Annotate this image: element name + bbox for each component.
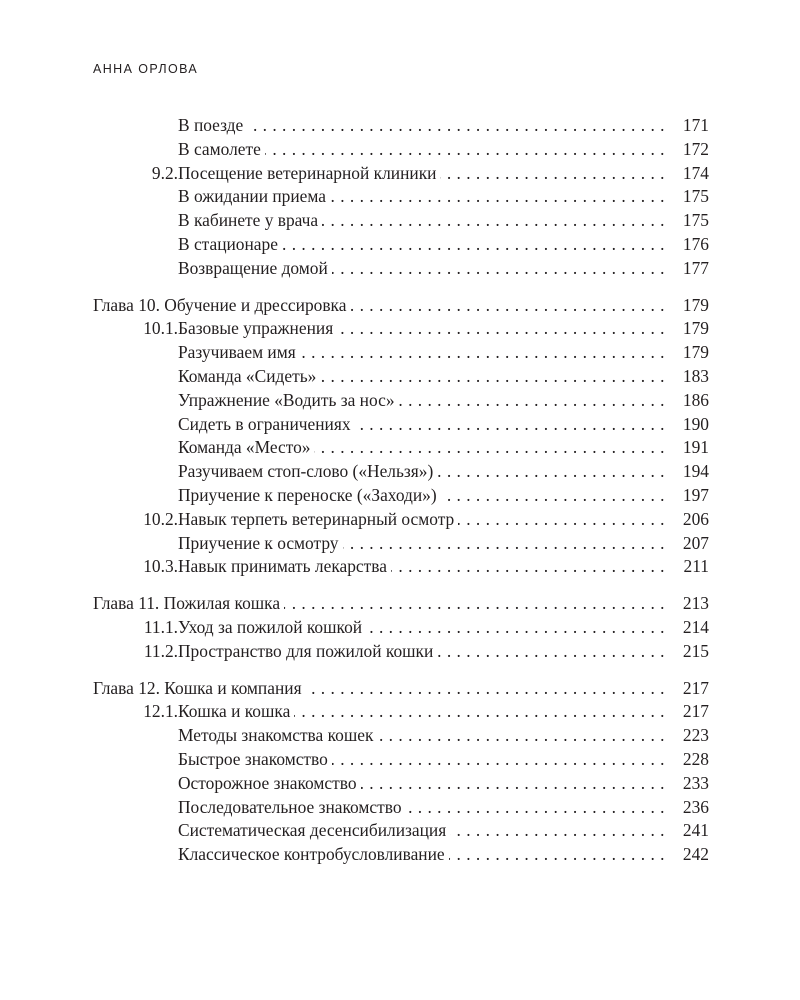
entry-page-number: 171 — [679, 114, 709, 138]
toc-entry — [93, 819, 709, 843]
entry-page-number: 179 — [679, 317, 709, 341]
running-head: АННА ОРЛОВА — [93, 62, 199, 76]
entry-title: В поезде — [178, 114, 247, 138]
entry-title: Осторожное знакомство — [178, 772, 361, 796]
entry-page-number: 194 — [679, 460, 709, 484]
entry-page-number: 217 — [679, 700, 709, 724]
toc-entry — [93, 772, 709, 796]
entry-title: Базовые упражнения — [178, 317, 337, 341]
chapter-title: Глава 10. Обучение и дрессировка — [93, 294, 350, 318]
toc-entry — [93, 724, 709, 748]
entry-page-number: 172 — [679, 138, 709, 162]
chapter-title: Глава 11. Пожилая кошка — [93, 592, 284, 616]
entry-page-number: 214 — [679, 616, 709, 640]
entry-page-number: 177 — [679, 257, 709, 281]
entry-title: Посещение ветеринарной клиники — [178, 162, 440, 186]
entry-title: Сидеть в ограничениях — [178, 413, 355, 437]
toc-entry — [93, 843, 709, 867]
entry-title: Уход за пожилой кошкой — [178, 616, 366, 640]
entry-page-number: 223 — [679, 724, 709, 748]
toc-group — [93, 294, 709, 580]
section-number: 10.1. — [143, 317, 178, 341]
entry-page-number: 175 — [679, 185, 709, 209]
entry-page-number: 211 — [680, 555, 709, 579]
entry-page-number: 183 — [679, 365, 709, 389]
toc-chapter-entry — [93, 294, 709, 318]
entry-page-number: 213 — [679, 592, 709, 616]
toc-entry — [93, 508, 709, 532]
section-number: 12.1. — [143, 700, 178, 724]
entry-page-number: 242 — [679, 843, 709, 867]
toc-entry — [93, 748, 709, 772]
entry-page-number: 233 — [679, 772, 709, 796]
toc-entry — [93, 700, 709, 724]
entry-title: В кабинете у врача — [178, 209, 322, 233]
toc-entry — [93, 233, 709, 257]
entry-title: Методы знакомства кошек — [178, 724, 377, 748]
toc-entry — [93, 436, 709, 460]
toc-entry — [93, 555, 709, 579]
entry-page-number: 191 — [679, 436, 709, 460]
toc-entry — [93, 317, 709, 341]
entry-title: Приучение к переноске («Заходи») — [178, 484, 441, 508]
entry-title: Возвращение домой — [178, 257, 332, 281]
entry-title: Пространство для пожилой кошки — [178, 640, 437, 664]
entry-page-number: 179 — [679, 341, 709, 365]
entry-title: Разучиваем стоп-слово («Нельзя») — [178, 460, 437, 484]
entry-page-number: 236 — [679, 796, 709, 820]
toc-entry — [93, 138, 709, 162]
section-number: 9.2. — [152, 162, 178, 186]
entry-page-number: 176 — [679, 233, 709, 257]
entry-title: Упражнение «Водить за нос» — [178, 389, 399, 413]
entry-page-number: 197 — [679, 484, 709, 508]
toc-entry — [93, 114, 709, 138]
toc-group — [93, 114, 709, 281]
entry-title: Последовательное знакомство — [178, 796, 406, 820]
toc-entry — [93, 616, 709, 640]
leader-dots — [178, 114, 665, 138]
table-of-contents — [93, 114, 709, 867]
toc-chapter-entry — [93, 592, 709, 616]
toc-entry — [93, 640, 709, 664]
entry-page-number: 175 — [679, 209, 709, 233]
entry-title: Классическое контробусловливание — [178, 843, 449, 867]
entry-title: В ожидании приема — [178, 185, 330, 209]
entry-page-number: 179 — [679, 294, 709, 318]
entry-title: Навык терпеть ветеринарный осмотр — [178, 508, 458, 532]
entry-title: Команда «Место» — [178, 436, 314, 460]
entry-page-number: 190 — [679, 413, 709, 437]
toc-entry — [93, 532, 709, 556]
toc-entry — [93, 341, 709, 365]
section-number: 11.2. — [144, 640, 178, 664]
toc-group — [93, 592, 709, 663]
toc-entry — [93, 185, 709, 209]
entry-page-number: 207 — [679, 532, 709, 556]
section-number: 11.1. — [144, 616, 178, 640]
entry-title: Систематическая десенсибилизация — [178, 819, 450, 843]
toc-entry — [93, 389, 709, 413]
entry-title: Быстрое знакомство — [178, 748, 332, 772]
toc-entry — [93, 460, 709, 484]
entry-page-number: 241 — [679, 819, 709, 843]
toc-chapter-entry — [93, 677, 709, 701]
entry-title: Разучиваем имя — [178, 341, 300, 365]
toc-entry — [93, 365, 709, 389]
entry-page-number: 215 — [679, 640, 709, 664]
chapter-title: Глава 12. Кошка и компания — [93, 677, 306, 701]
entry-title: Команда «Сидеть» — [178, 365, 320, 389]
toc-entry — [93, 257, 709, 281]
toc-entry — [93, 162, 709, 186]
entry-page-number: 174 — [679, 162, 709, 186]
entry-page-number: 228 — [679, 748, 709, 772]
entry-page-number: 186 — [679, 389, 709, 413]
toc-entry — [93, 796, 709, 820]
entry-title: Кошка и кошка — [178, 700, 294, 724]
toc-entry — [93, 484, 709, 508]
entry-page-number: 206 — [679, 508, 709, 532]
toc-group — [93, 677, 709, 867]
entry-page-number: 217 — [679, 677, 709, 701]
entry-title: Навык принимать лекарства — [178, 555, 391, 579]
entry-title: Приучение к осмотру — [178, 532, 343, 556]
entry-title: В самолете — [178, 138, 265, 162]
section-number: 10.2. — [143, 508, 178, 532]
section-number: 10.3. — [143, 555, 178, 579]
toc-entry — [93, 413, 709, 437]
entry-title: В стационаре — [178, 233, 282, 257]
toc-entry — [93, 209, 709, 233]
